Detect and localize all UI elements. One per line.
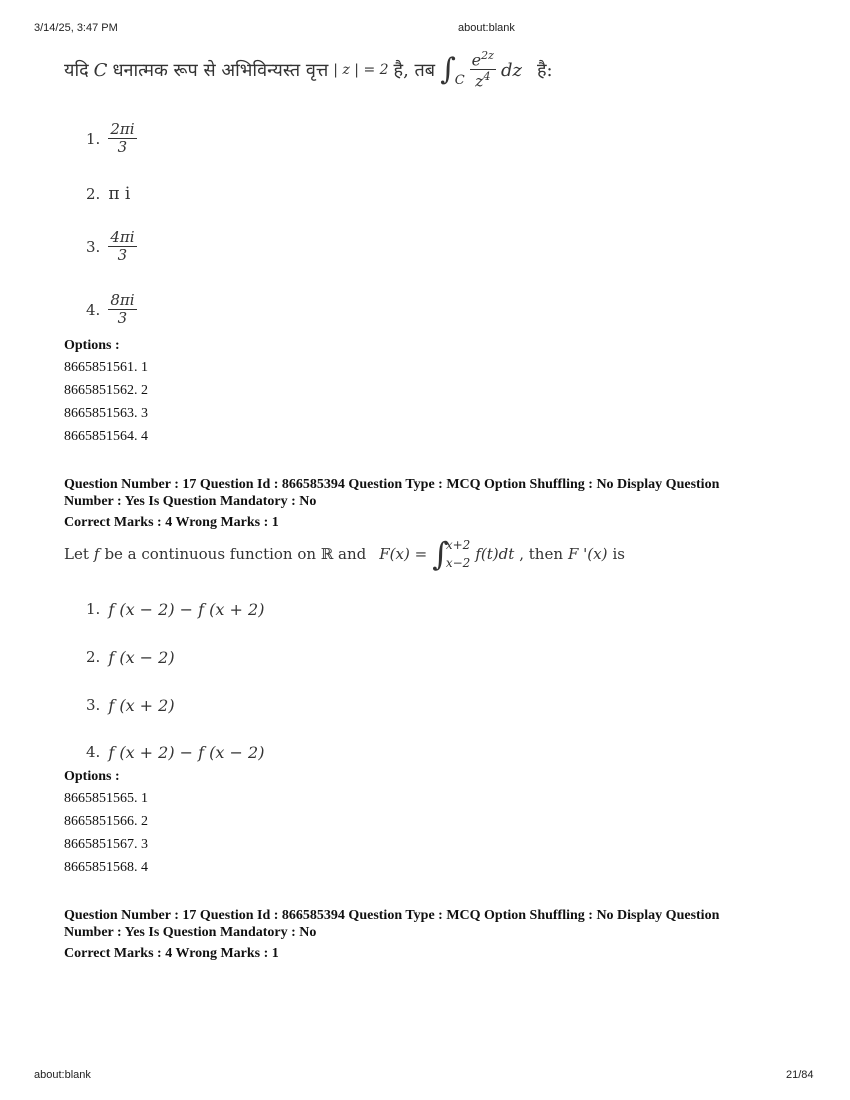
stem-then: है, तब [393, 60, 436, 82]
choice-number: 3. [86, 237, 101, 256]
stem-f: f [93, 545, 100, 563]
question-stem [64, 50, 553, 90]
integrand-num-exp: 2z [481, 49, 494, 62]
stem-mid: धनात्मक रूप से अभिविन्यस्त वृत्त [112, 60, 329, 82]
choice-2 [86, 648, 175, 667]
choice-number: 4. [86, 300, 101, 319]
choice-number: 3. [86, 696, 101, 714]
option-id-4: 8665851568. 4 [64, 860, 148, 875]
integrand: f(t)dt [475, 545, 515, 563]
options-label: Options : [64, 338, 120, 353]
lower-limit: x−2 [445, 556, 471, 570]
choice-text: f (x − 2) − f (x + 2) [108, 600, 265, 619]
choice-1 [86, 600, 264, 619]
circle-expression: | z | = 2 [333, 62, 389, 79]
choice-number: 4. [86, 743, 101, 761]
stem-c-variable: C [93, 59, 108, 81]
integrand-den-exp: 4 [483, 70, 491, 84]
upper-limit: x+2 [445, 538, 471, 552]
integrand-fraction [470, 50, 496, 90]
print-url: about:blank [458, 22, 515, 34]
integrand-den: z [475, 71, 484, 91]
option-id-3: 8665851567. 3 [64, 837, 148, 852]
choice-4 [86, 293, 137, 327]
question-meta-line1: Question Number : 17 Question Id : 866585394 Question Type : MCQ Option Shuffling : No Display Question [64, 477, 720, 492]
fraction-den: 3 [117, 137, 128, 156]
question-stem [64, 536, 625, 572]
choice-number: 2. [86, 648, 101, 666]
option-id-4: 8665851564. 4 [64, 429, 148, 444]
fraction-den: 3 [117, 245, 128, 264]
integral-limits [446, 536, 470, 572]
stem-prefix: यदि [64, 60, 89, 82]
stem-a: Let [64, 545, 89, 563]
stem-b: be a continuous function on ℝ and [104, 545, 367, 563]
fraction-num: 4πi [110, 228, 135, 246]
choice-2 [86, 184, 130, 204]
integral-subscript: C [454, 72, 465, 88]
question-meta-line2: Number : Yes Is Question Mandatory : No [64, 925, 317, 940]
choice-fraction [108, 122, 136, 156]
choice-1 [86, 122, 137, 156]
choice-3 [86, 696, 175, 715]
page-number: 21/84 [786, 1069, 814, 1081]
choice-text: f (x − 2) [108, 648, 175, 667]
stem-c: , then [519, 545, 563, 563]
fraction-den: 3 [117, 308, 128, 327]
f-prime: F '(x) [568, 545, 608, 563]
definite-integral [432, 536, 470, 572]
choice-text: f (x + 2) − f (x − 2) [108, 743, 265, 762]
fraction-num: 2πi [110, 120, 135, 138]
choice-text: f (x + 2) [108, 696, 175, 715]
choice-3 [86, 230, 137, 264]
choice-4 [86, 743, 264, 762]
choice-number: 1. [86, 129, 101, 148]
question-meta-line2: Number : Yes Is Question Mandatory : No [64, 494, 317, 509]
integral-sign: ∫ [440, 52, 456, 88]
stem-d: is [612, 545, 625, 563]
print-datetime: 3/14/25, 3:47 PM [34, 22, 118, 34]
option-id-3: 8665851563. 3 [64, 406, 148, 421]
question-meta-line1: Question Number : 17 Question Id : 866585394 Question Type : MCQ Option Shuffling : No Display Question [64, 908, 720, 923]
choice-number: 1. [86, 600, 101, 618]
option-id-2: 8665851566. 2 [64, 814, 148, 829]
differential: dz [500, 59, 522, 81]
choice-number: 2. [86, 185, 101, 203]
fraction-num: 8πi [110, 291, 135, 309]
options-label: Options : [64, 769, 120, 784]
integrand-num: e [471, 50, 482, 70]
choice-fraction [108, 230, 136, 264]
footer-url: about:blank [34, 1069, 91, 1081]
f-definition: F(x) = [379, 545, 428, 563]
stem-end: है: [536, 60, 553, 82]
option-id-2: 8665851562. 2 [64, 383, 148, 398]
option-id-1: 8665851565. 1 [64, 791, 148, 806]
marks-line: Correct Marks : 4 Wrong Marks : 1 [64, 946, 279, 961]
choice-text: π i [108, 184, 131, 204]
choice-fraction [108, 293, 136, 327]
integral-sign: ∫ [432, 535, 449, 573]
marks-line: Correct Marks : 4 Wrong Marks : 1 [64, 515, 279, 530]
option-id-1: 8665851561. 1 [64, 360, 148, 375]
